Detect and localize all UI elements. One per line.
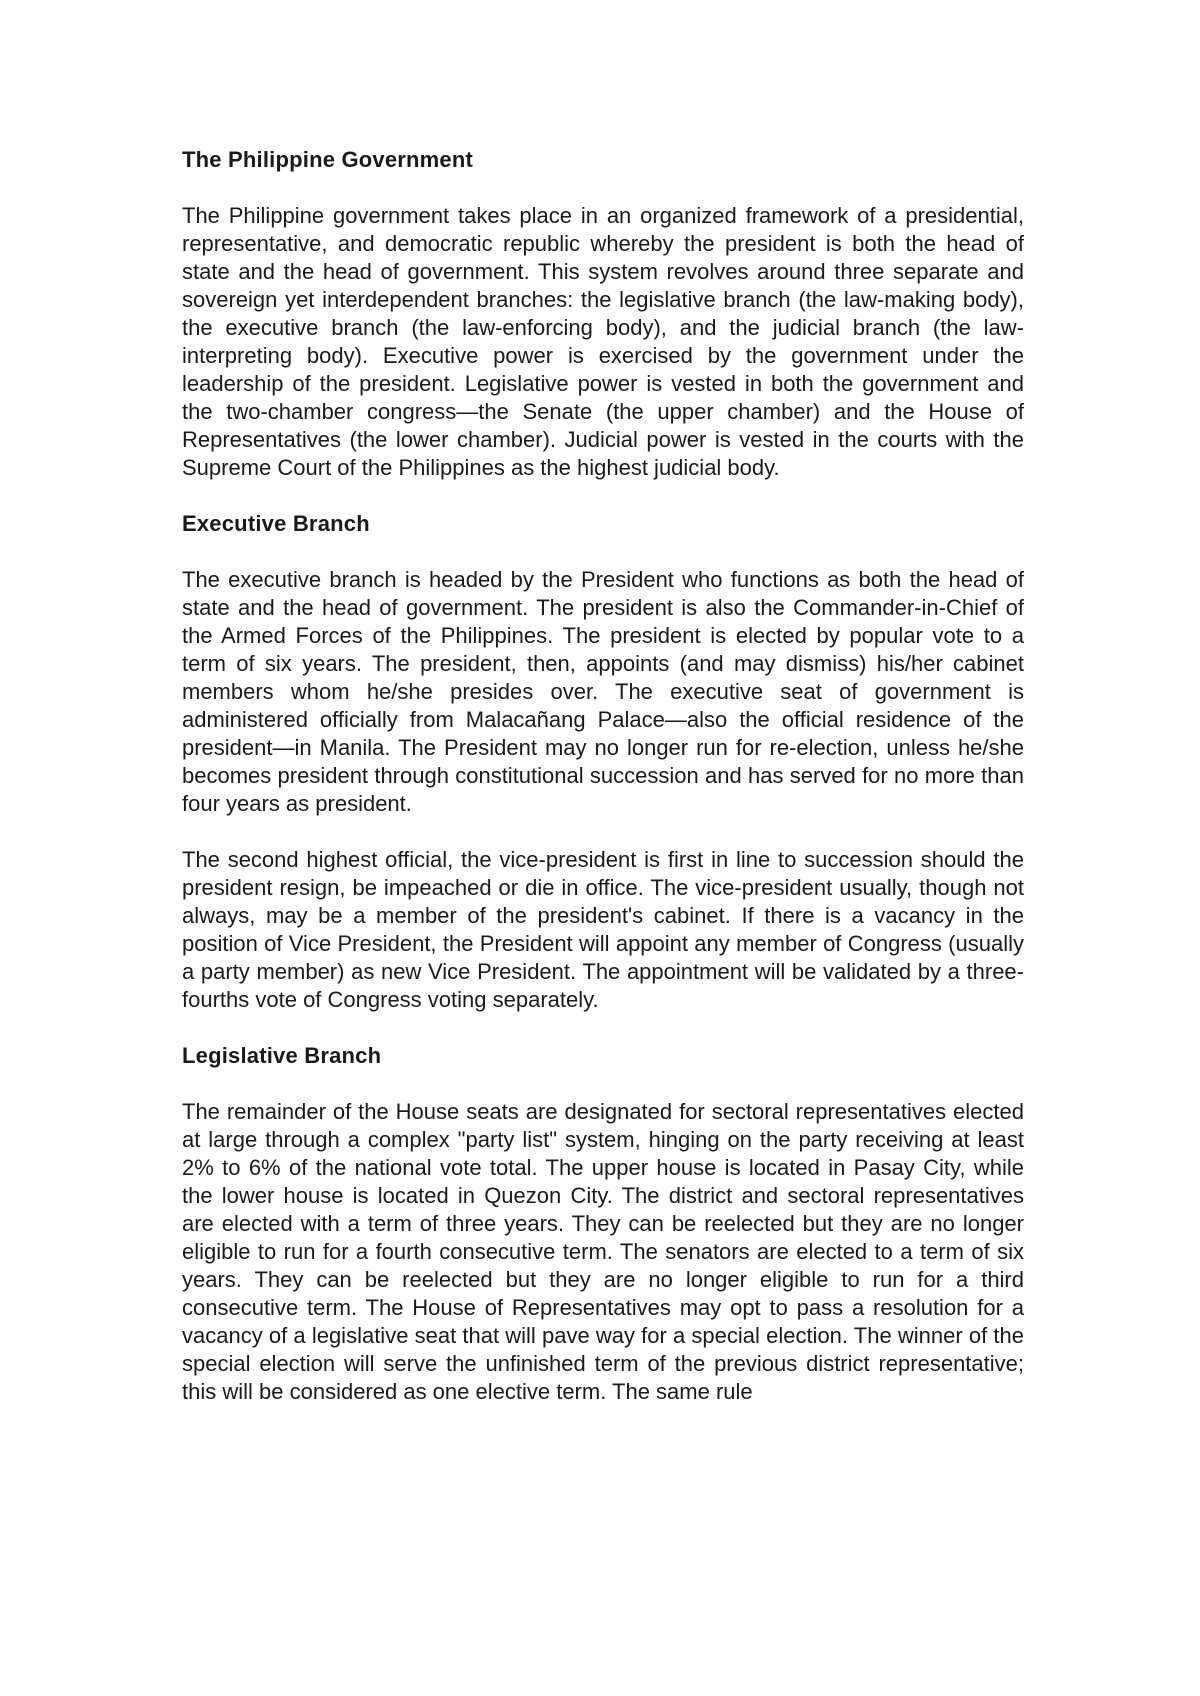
paragraph-philippine-government: The Philippine government takes place in an organized framework of a presidential, representative, and democratic republic whereby the president is both the head of state and the head of government. This system revolves around three separate and sovereign yet interdependent branches: the legislative branch (the law-making body), the executive branch (the law-enforcing body), and the judicial branch (the law-interpreting body). Executive power is exercised by the government under the leadership of the president. Legislative power is vested in both the government and the two-chamber congress—the Senate (the upper chamber) and the House of Representatives (the lower chamber). Judicial power is vested in the courts with the Supreme Court of the Philippines as the highest judicial body. (182, 203, 1024, 480)
paragraph-executive-branch-2: The second highest official, the vice-president is first in line to succession should the president resign, be impeached or die in office. The vice-president usually, though not always, may be a member of the president's cabinet. If there is a vacancy in the position of Vice President, the President will appoint any member of Congress (usually a party member) as new Vice President. The appointment will be validated by a three-fourths vote of Congress voting separately. (182, 847, 1024, 1012)
section-heading-philippine-government: The Philippine Government (182, 147, 474, 172)
section-heading-legislative-branch: Legislative Branch (182, 1043, 382, 1068)
section-heading-executive-branch: Executive Branch (182, 511, 370, 536)
document-body (182, 146, 1024, 1406)
paragraph-executive-branch-1: The executive branch is headed by the President who functions as both the head of state and the head of government. The president is also the Commander-in-Chief of the Armed Forces of the Philippines. The president is elected by popular vote to a term of six years. The president, then, appoints (and may dismiss) his/her cabinet members whom he/she presides over. The executive seat of government is administered officially from Malacañang Palace—also the official residence of the president—in Manila. The President may no longer run for re-election, unless he/she becomes president through constitutional succession and has served for no more than four years as president. (182, 567, 1024, 816)
paragraph-legislative-branch: The remainder of the House seats are designated for sectoral representatives elected at large through a complex "party list" system, hinging on the party receiving at least 2% to 6% of the national vote total. The upper house is located in Pasay City, while the lower house is located in Quezon City. The district and sectoral representatives are elected with a term of three years. They can be reelected but they are no longer eligible to run for a fourth consecutive term. The senators are elected to a term of six years. They can be reelected but they are no longer eligible to run for a third consecutive term. The House of Representatives may opt to pass a resolution for a vacancy of a legislative seat that will pave way for a special election. The winner of the special election will serve the unfinished term of the previous district representative; this will be considered as one elective term. The same rule (182, 1099, 1024, 1404)
